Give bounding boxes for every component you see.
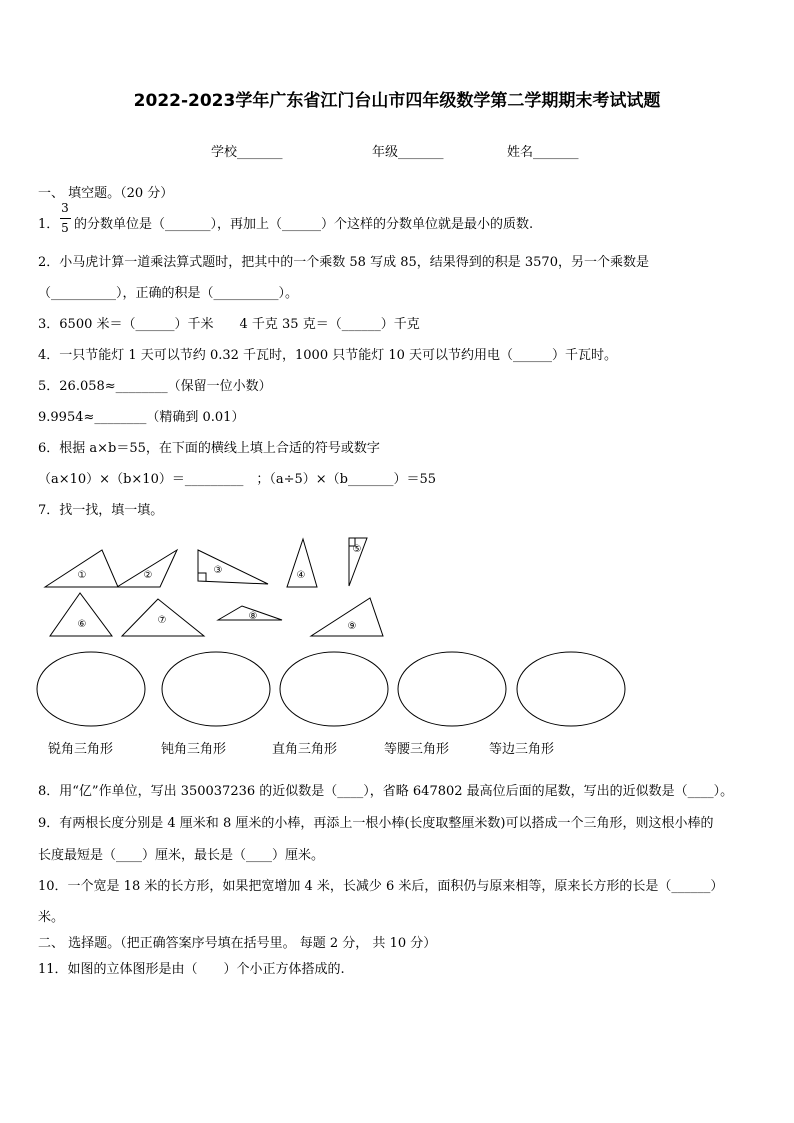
- triangle-7-label: ⑦: [157, 615, 167, 626]
- q10-line1: 10．一个宽是 18 米的长方形，如果把宽增加 4 米，长减少 6 米后，面积仍与原来相等，原来长方形的长是（______）: [38, 879, 724, 894]
- q1-number: 1．: [38, 217, 60, 232]
- page-title: 2022-2023学年广东省江门台山市四年级数学第二学期期末考试试题: [133, 91, 661, 111]
- oval-isosceles: [398, 652, 506, 726]
- category-equilateral: 等边三角形: [489, 742, 555, 757]
- category-obtuse: 钝角三角形: [161, 742, 227, 757]
- q4: 4．一只节能灯 1 天可以节约 0.32 千瓦时，1000 只节能灯 10 天可以节约用电（______）千瓦时。: [38, 348, 618, 363]
- triangle-5-label: ⑤: [352, 544, 362, 555]
- q10-line2: 米。: [38, 910, 65, 925]
- q3: 3．6500 米＝（______）千米 4 千克 35 克＝（______）千克: [38, 317, 420, 332]
- q1-text: 的分数单位是（_______），再加上（______）个这样的分数单位就是最小的质数.: [74, 217, 534, 232]
- section-1-heading: 一、 填空题。（20 分）: [38, 186, 174, 201]
- triangle-3-label: ③: [213, 565, 223, 576]
- triangle-4-label: ④: [296, 570, 306, 581]
- triangle-3: [198, 550, 268, 584]
- q1-fraction-numerator: 3: [61, 201, 69, 215]
- category-right: 直角三角形: [272, 742, 338, 757]
- oval-acute: [37, 652, 145, 726]
- q6-line1: 6．根据 a×b＝55，在下面的横线上填上合适的符号或数字: [38, 441, 380, 456]
- oval-equilateral: [517, 652, 625, 726]
- triangle-8-label: ⑧: [248, 611, 258, 622]
- q7: 7．找一找，填一填。: [38, 503, 164, 518]
- q5-line1: 5．26.058≈________（保留一位小数）: [38, 379, 272, 394]
- q9-line2: 长度最短是（____）厘米，最长是（____）厘米。: [38, 848, 325, 863]
- oval-right: [280, 652, 388, 726]
- school-field: 学校_______: [211, 145, 283, 160]
- triangle-9-label: ⑨: [347, 621, 357, 632]
- q1-fraction-denominator: 5: [61, 221, 69, 235]
- name-field: 姓名_______: [507, 145, 579, 160]
- triangle-1-label: ①: [77, 570, 87, 581]
- q8: 8．用“亿”作单位，写出 350037236 的近似数是（____），省略 647802 最高位后面的尾数，写出的近似数是（____）。: [38, 784, 734, 799]
- triangle-figure: [0, 530, 794, 740]
- triangle-6-label: ⑥: [77, 619, 87, 630]
- triangle-1: [45, 550, 118, 587]
- grade-field: 年级_______: [372, 145, 444, 160]
- triangle-2: [117, 550, 177, 587]
- q2-line2: （__________），正确的积是（__________）。: [38, 286, 299, 301]
- q6-line2: （a×10）×（b×10）＝_________ ；（a÷5）×（b_______）＝55: [38, 472, 437, 487]
- oval-obtuse: [162, 652, 270, 726]
- category-isosceles: 等腰三角形: [384, 742, 450, 757]
- q2-line1: 2．小马虎计算一道乘法算式题时，把其中的一个乘数 58 写成 85，结果得到的积是 3570，另一个乘数是: [38, 255, 649, 270]
- triangle-2-label: ②: [143, 570, 153, 581]
- q9-line1: 9．有两根长度分别是 4 厘米和 8 厘米的小棒，再添上一根小棒(长度取整厘米数)可以搭成一个三角形，则这根小棒的: [38, 816, 714, 831]
- right-angle-mark-3: [198, 573, 206, 581]
- q11: 11．如图的立体图形是由（ ）个小正方体搭成的.: [38, 962, 345, 977]
- q1-fraction-bar: [60, 218, 71, 219]
- section-2-heading: 二、 选择题。（把正确答案序号填在括号里。 每题 2 分， 共 10 分）: [38, 936, 437, 951]
- category-acute: 锐角三角形: [48, 742, 114, 757]
- q5-line2: 9.9954≈________（精确到 0.01）: [38, 410, 245, 425]
